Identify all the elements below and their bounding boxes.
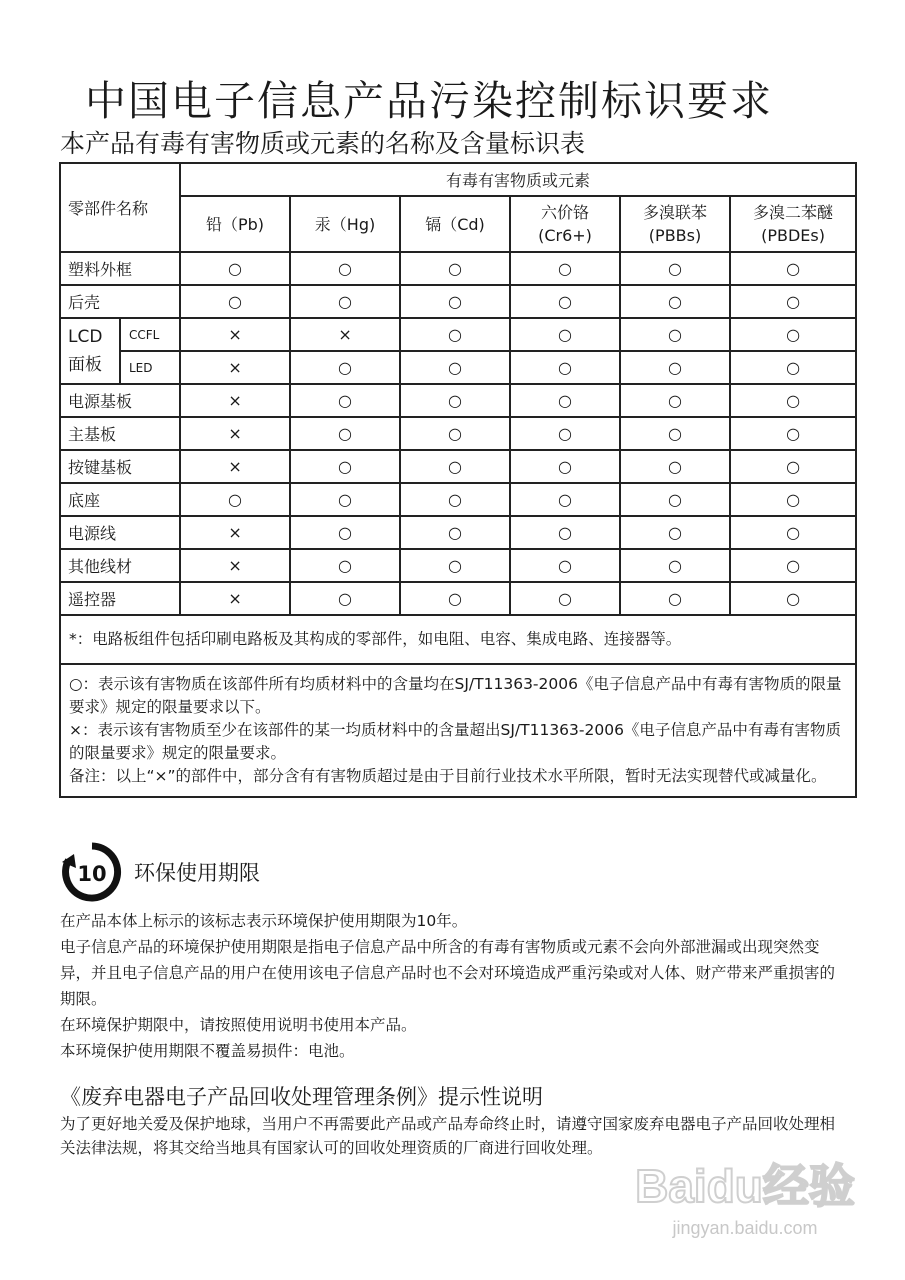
table-row <box>60 384 856 417</box>
substance-mark: ○ <box>180 285 290 318</box>
substance-header <box>510 196 620 252</box>
substance-mark: ○ <box>730 417 856 450</box>
substance-mark: × <box>180 318 290 351</box>
part-name: 底座 <box>60 483 180 516</box>
footnote-row <box>60 615 856 664</box>
table-row <box>60 351 856 384</box>
hazardous-substance-table <box>59 162 857 798</box>
substance-mark: × <box>180 450 290 483</box>
substance-header <box>400 196 510 252</box>
substance-mark: ○ <box>510 351 620 384</box>
substance-symbol: (PBBs) <box>648 226 702 245</box>
substance-mark: ○ <box>730 351 856 384</box>
part-name: 电源线 <box>60 516 180 549</box>
table-row <box>60 516 856 549</box>
part-name-line: 面板 <box>68 355 102 375</box>
substance-mark: ○ <box>510 417 620 450</box>
substance-mark: ○ <box>400 516 510 549</box>
substance-mark: × <box>180 582 290 615</box>
part-name <box>60 318 120 384</box>
substance-mark: ○ <box>290 384 400 417</box>
substance-mark: ○ <box>620 582 730 615</box>
substance-mark: ○ <box>180 483 290 516</box>
table-row <box>60 450 856 483</box>
substance-mark: ○ <box>730 318 856 351</box>
weee-text: 为了更好地关爱及保护地球，当用户不再需要此产品或产品寿命终止时，请遵守国家废弃电器电子产品回收处理相关法律法规，将其交给当地具有国家认可的回收处理资质的厂商进行回收处理。 <box>60 1115 836 1157</box>
baidu-watermark <box>635 1150 855 1250</box>
substance-mark: ○ <box>290 450 400 483</box>
substance-mark: ○ <box>180 252 290 285</box>
substance-mark: × <box>290 318 400 351</box>
table-row <box>60 318 856 351</box>
substance-mark: ○ <box>620 483 730 516</box>
substance-mark: ○ <box>730 252 856 285</box>
note-cross: ×：表示该有害物质至少在该部件的某一均质材料中的含量超出SJ/T11363-2006《电子信息产品中有毒有害物质的限量要求》规定的限量要求。 <box>69 721 841 762</box>
substance-mark: ○ <box>290 285 400 318</box>
substance-mark: ○ <box>400 318 510 351</box>
footnote: *：电路板组件包括印刷电路板及其构成的零部件，如电阻、电容、集成电路、连接器等。 <box>60 615 856 664</box>
substance-mark: ○ <box>730 285 856 318</box>
substance-mark: ○ <box>620 351 730 384</box>
substance-mark: ○ <box>290 549 400 582</box>
table-row <box>60 285 856 318</box>
sub-part-name: CCFL <box>120 318 180 351</box>
substance-mark: ○ <box>730 483 856 516</box>
substance-mark: ○ <box>620 549 730 582</box>
paragraph: 本环境保护使用期限不覆盖易损件：电池。 <box>60 1042 355 1060</box>
substance-mark: ○ <box>510 516 620 549</box>
substance-mark: ○ <box>400 450 510 483</box>
substance-mark: ○ <box>400 351 510 384</box>
part-name: 主基板 <box>60 417 180 450</box>
substance-mark: ○ <box>400 384 510 417</box>
substance-name: 汞（Hg) <box>314 214 376 234</box>
period-icon-number: 10 <box>77 862 107 886</box>
substance-mark: ○ <box>730 549 856 582</box>
substance-mark: ○ <box>400 549 510 582</box>
substance-mark: ○ <box>620 252 730 285</box>
part-name: 其他线材 <box>60 549 180 582</box>
note-circle: ○：表示该有害物质在该部件所有均质材料中的含量均在SJ/T11363-2006《电子信息产品中有毒有害物质的限量要求》规定的限量要求以下。 <box>69 675 842 716</box>
table-row <box>60 582 856 615</box>
substance-name: 镉（Cd) <box>425 214 485 234</box>
substance-mark: ○ <box>400 252 510 285</box>
substance-mark: ○ <box>730 384 856 417</box>
substance-header <box>290 196 400 252</box>
substance-mark: ○ <box>510 450 620 483</box>
part-name: 塑料外框 <box>60 252 180 285</box>
paragraph: 在环境保护期限中，请按照使用说明书使用本产品。 <box>60 1016 417 1034</box>
substance-mark: ○ <box>290 516 400 549</box>
substance-mark: ○ <box>620 384 730 417</box>
table-row <box>60 549 856 582</box>
part-name: 按键基板 <box>60 450 180 483</box>
substance-name: 铅（Pb) <box>205 214 265 234</box>
substance-mark: ○ <box>290 483 400 516</box>
substance-mark: ○ <box>290 252 400 285</box>
substance-mark: ○ <box>510 582 620 615</box>
substance-name: 六价铬 <box>541 203 590 222</box>
substance-mark: ○ <box>400 582 510 615</box>
substance-mark: ○ <box>730 582 856 615</box>
substance-header <box>730 196 856 252</box>
environmental-period-icon <box>60 840 124 904</box>
substance-name: 多溴二苯醚 <box>753 203 834 222</box>
part-name: 遥控器 <box>60 582 180 615</box>
substance-mark: ○ <box>510 549 620 582</box>
substance-mark: ○ <box>620 285 730 318</box>
substance-mark: ○ <box>510 384 620 417</box>
watermark-brand: Baidu经验 <box>635 1160 855 1212</box>
substance-mark: ○ <box>730 450 856 483</box>
substance-mark: ○ <box>290 417 400 450</box>
substance-header <box>620 196 730 252</box>
substance-mark: ○ <box>620 318 730 351</box>
table-title: 本产品有毒有害物质或元素的名称及含量标识表 <box>60 129 586 158</box>
substance-mark: ○ <box>620 516 730 549</box>
substance-mark: ○ <box>510 252 620 285</box>
table-row <box>60 483 856 516</box>
substance-mark: ○ <box>620 450 730 483</box>
substance-mark: × <box>180 549 290 582</box>
substance-mark: ○ <box>730 516 856 549</box>
substance-mark: × <box>180 384 290 417</box>
part-name: 电源基板 <box>60 384 180 417</box>
table-row <box>60 252 856 285</box>
substance-mark: × <box>180 417 290 450</box>
substance-mark: ○ <box>400 483 510 516</box>
paragraph: 在产品本体上标示的该标志表示环境保护使用期限为10年。 <box>60 912 468 930</box>
substance-mark: × <box>180 516 290 549</box>
part-name-header: 零部件名称 <box>60 163 180 252</box>
weee-heading: 《废弃电器电子产品回收处理管理条例》提示性说明 <box>60 1085 543 1109</box>
substance-mark: ○ <box>290 351 400 384</box>
page-title: 中国电子信息产品污染控制标识要求 <box>85 77 773 125</box>
substance-header <box>180 196 290 252</box>
substance-name: 多溴联苯 <box>643 203 708 222</box>
table-row <box>60 417 856 450</box>
substance-mark: × <box>180 351 290 384</box>
substance-mark: ○ <box>510 483 620 516</box>
substance-mark: ○ <box>400 417 510 450</box>
substance-mark: ○ <box>290 582 400 615</box>
substance-group-header: 有毒有害物质或元素 <box>180 163 856 196</box>
period-heading: 环保使用期限 <box>134 861 260 885</box>
substance-mark: ○ <box>400 285 510 318</box>
substance-mark: ○ <box>510 285 620 318</box>
notes <box>60 664 856 797</box>
substance-symbol: (Cr6+) <box>538 226 592 245</box>
substance-symbol: (PBDEs) <box>761 226 825 245</box>
note-remark: 备注：以上“×”的部件中，部分含有有害物质超过是由于目前行业技术水平所限，暂时无法实现替代或减量化。 <box>69 767 827 785</box>
watermark-url: jingyan.baidu.com <box>672 1218 818 1238</box>
period-description <box>60 908 850 1064</box>
part-name: 后壳 <box>60 285 180 318</box>
notes-row <box>60 664 856 797</box>
paragraph: 电子信息产品的环境保护使用期限是指电子信息产品中所含的有毒有害物质或元素不会向外部泄漏或出现突然变异，并且电子信息产品的用户在使用该电子信息产品时也不会对环境造成严重污染或对人体、财产带来严重损害的期限。 <box>60 938 836 1008</box>
part-name-line: LCD <box>68 327 103 347</box>
substance-mark: ○ <box>510 318 620 351</box>
substance-mark: ○ <box>620 417 730 450</box>
sub-part-name: LED <box>120 351 180 384</box>
